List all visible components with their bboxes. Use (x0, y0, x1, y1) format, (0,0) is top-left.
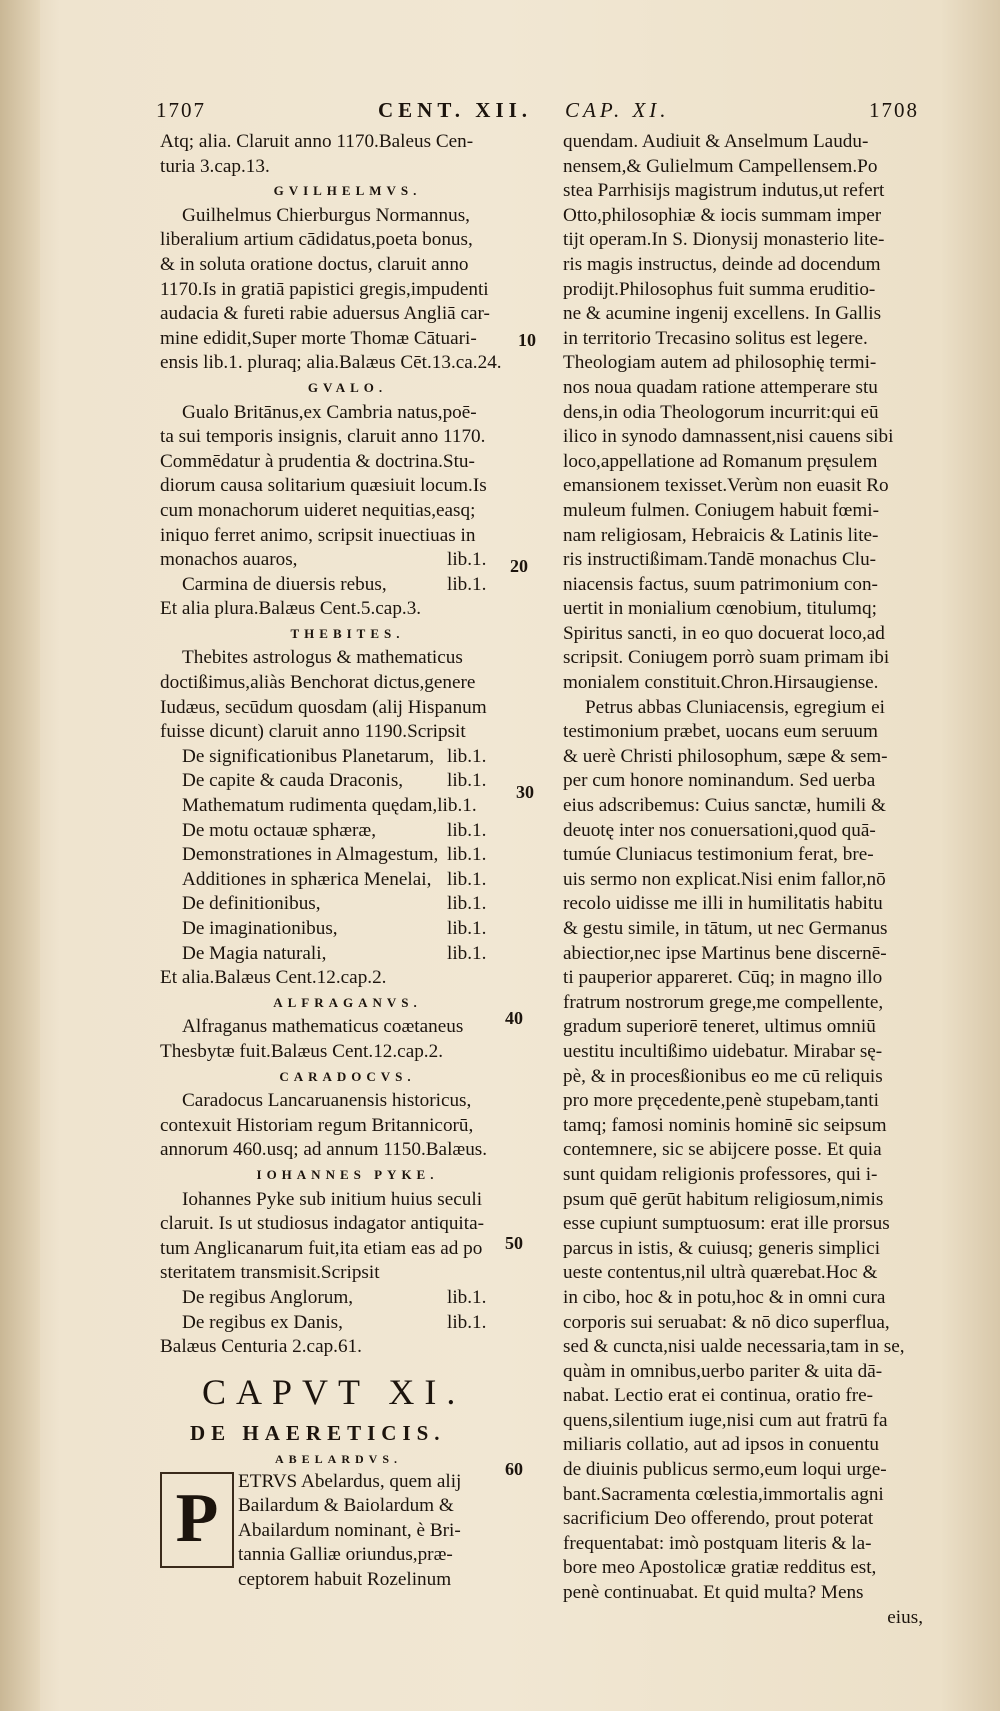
text-line: ta sui temporis insignis, claruit anno 1170. (160, 426, 486, 448)
text-line: uis sermo non explicat.Nisi enim fallor,nō (563, 868, 886, 890)
text-line: in cibo, hoc & in potu,hoc & in omni cura (563, 1286, 886, 1308)
text-line: Iohannes Pyke sub initium huius seculi (182, 1188, 483, 1210)
work-title: Carmina de diuersis rebus, (182, 573, 387, 595)
work-title: De imaginationibus, (182, 918, 338, 939)
work-title: De capite & cauda Draconis, (182, 770, 404, 792)
text-line: uertit in monialium cœnobium, titulumq; (563, 598, 877, 620)
text-line: tumúe Cluniacus testimonium ferat, bre- (563, 844, 874, 866)
work-title-line (160, 794, 535, 819)
page-gutter-shadow (0, 0, 40, 1711)
text-line: ilico in synodo damnassent,nisi cauens sibi (563, 426, 894, 448)
text-line: steritatem transmisit.Scripsit (160, 1262, 380, 1284)
book-count: lib.1. (447, 868, 487, 890)
catchword: eius, (887, 1606, 923, 1628)
text-line: Thesbytæ fuit.Balæus Cent.12.cap.2. (160, 1040, 443, 1062)
text-line: nam religiosam, Hebraicis & Latinis lite- (563, 524, 879, 546)
book-count: lib.1. (447, 1311, 487, 1333)
text-line: per cum honore nominandum. Sed uerba (563, 770, 876, 792)
work-title-line (160, 942, 535, 967)
work-title-line (160, 548, 535, 573)
work-title: monachos auaros, (160, 549, 298, 571)
text-line: niacensis factus, suum patrimonium con- (563, 573, 878, 595)
text-line: Commēdatur à prudentia & doctrina.Stu- (160, 450, 475, 472)
text-line: dens,in odia Theologorum incurrit:qui eū (563, 401, 879, 423)
work-title: De motu octauæ sphæræ, (182, 819, 376, 841)
text-line: bant.Sacramenta cœlestia,immortalis agni (563, 1483, 884, 1505)
text-line: Thebites astrologus & mathematicus (182, 647, 463, 669)
work-title: De definitionibus, (182, 893, 321, 915)
chapter-title: CAPVT XI. (202, 1371, 466, 1412)
page-header (150, 98, 925, 128)
work-title-line (160, 1286, 535, 1311)
text-line: fuisse dicunt) claruit anno 1190.Scripsit (160, 721, 466, 743)
line-number: 30 (516, 782, 534, 802)
text-line: ti pauperior appareret. Cūq; in magno illo (563, 967, 883, 989)
work-title: De regibus ex Danis, (182, 1311, 343, 1333)
book-count: lib.1. (447, 819, 487, 841)
section-heading: GVALO. (307, 379, 388, 395)
line-number: 20 (510, 556, 528, 576)
text-line: ensis lib.1. pluraq; alia.Balæus Cēt.13.ca.24. (160, 352, 502, 374)
text-line: nos noua quadam ratione attemperare stu (563, 376, 878, 398)
text-line: Abailardum nominant, è Bri- (238, 1519, 461, 1541)
section-heading: CARADOCVS. (279, 1068, 416, 1084)
work-title: De significationibus Planetarum, (182, 745, 435, 767)
text-line: in territorio Trecasino solitus est legere. (563, 327, 868, 349)
text-line: abiectior,nec ipse Martinus bene discernē- (563, 942, 887, 964)
text-line: frequentabat: imò postquam literis & la- (563, 1532, 872, 1554)
text-line: deuotę inter nos conuersationi,quod quā- (563, 819, 876, 841)
book-count: lib.1. (447, 918, 487, 939)
text-line: bore meo Apostolicæ gratiæ redditus est, (563, 1557, 877, 1579)
right-column (563, 130, 923, 1630)
text-line: diorum causa solitarium quæsiuit locum.Is (160, 475, 487, 497)
running-head-left: CENT. XII. (378, 98, 533, 122)
text-line: mine edidit,Super morte Thomæ Cātuari- (160, 327, 477, 349)
text-line: & in soluta oratione doctus, claruit anno (160, 253, 469, 275)
section-heading: ALFRAGANVS. (273, 994, 422, 1010)
text-line: Et alia.Balæus Cent.12.cap.2. (160, 967, 387, 989)
text-line: Bailardum & Baiolardum & (238, 1495, 454, 1517)
book-count: lib.1. (447, 942, 487, 964)
text-line: ueste contentus,nil ultrà quærebat.Hoc & (563, 1262, 878, 1284)
book-count: lib.1. (447, 770, 487, 792)
text-line: uestitu incultißimo uidebatur. Mirabar sę- (563, 1040, 883, 1062)
work-title: De Magia naturali, (182, 942, 327, 964)
page-number-left: 1707 (156, 98, 206, 122)
text-line: nensem,& Gulielmum Campellensem.Po (563, 155, 878, 177)
work-title-line (160, 917, 535, 942)
line-number: 50 (505, 1233, 523, 1253)
text-line: ris instructißimam.Tandē monachus Clu- (563, 549, 877, 571)
text-line: annorum 460.usq; ad annum 1150.Balæus. (160, 1139, 488, 1161)
work-title: De regibus Anglorum, (182, 1286, 354, 1308)
text-line: prodijt.Philosophus fuit summa eruditio- (563, 278, 876, 300)
text-line: ceptorem habuit Rozelinum (238, 1569, 452, 1591)
work-title-line (160, 868, 535, 893)
text-line: Otto,philosophiæ & iocis summam imper (563, 204, 882, 226)
text-line: eius adscribemus: Cuius sanctæ, humili & (563, 795, 886, 817)
page-number-right: 1708 (869, 98, 919, 122)
running-head-right: CAP. XI. (565, 98, 670, 122)
work-title-line (160, 1311, 535, 1336)
work-title-line (160, 573, 535, 598)
text-line: monialem constituit.Chron.Hirsaugiense. (563, 672, 879, 694)
text-line: Caradocus Lancaruanensis historicus, (182, 1090, 472, 1112)
text-line: emansionem texisset.Verùm non euasit Ro (563, 475, 889, 497)
left-column (160, 130, 535, 1593)
text-line: doctißimus,aliàs Benchorat dictus,genere (160, 672, 476, 694)
line-number: 60 (505, 1459, 523, 1479)
text-line: sed & cuncta,nisi ualde necessaria,tam in se, (563, 1336, 905, 1358)
text-line: contemnere, sic se abijcere posse. Et quia (563, 1139, 882, 1161)
text-line: audacia & fureti rabie aduersus Angliā car- (160, 303, 490, 325)
work-title: Demonstrationes in Almagestum, (182, 844, 439, 866)
text-line: 1170.Is in gratiā papistici gregis,impudenti (160, 278, 489, 300)
text-line: Spiritus sancti, in eo quo docuerat loco,ad (563, 622, 885, 644)
section-heading: GVILHELMVS. (273, 183, 422, 199)
text-line: corporis sui seruabat: & nō dico superflua, (563, 1311, 890, 1333)
text-line: miliaris collatio, aut ad ipsos in conuentu (563, 1434, 880, 1456)
text-line: contexuit Historiam regum Britannicorū, (160, 1114, 474, 1136)
text-line: ne & acumine ingenij excellens. In Gallis (563, 303, 882, 325)
decorated-initial: P (160, 1472, 234, 1568)
work-title-line (160, 745, 535, 770)
text-line: loco,appellatione ad Romanum pręsulem (563, 450, 878, 472)
text-line: ETRVS Abelardus, quem alij (238, 1470, 462, 1492)
text-line: Theologiam autem ad philosophię termi- (563, 352, 877, 374)
text-line: quens,silentium iuge,nisi cum aut fratrū fa (563, 1409, 888, 1431)
text-line: cum monachorum uideret nequitias,easq; (160, 499, 476, 521)
text-line: pè, & in procesßionibus eo me cū reliquis (563, 1065, 883, 1087)
book-count: lib.1. (447, 893, 487, 915)
work-title-line (160, 819, 535, 844)
text-line: turia 3.cap.13. (160, 155, 270, 177)
section-heading: ABELARDVS. (275, 1451, 403, 1466)
work-title-line (160, 769, 535, 794)
text-line: & gestu simile, in tātum, ut nec Germanus (563, 918, 888, 939)
text-line: quàm in omnibus,uerbo pariter & uita dā- (563, 1360, 883, 1382)
work-title: Mathematum rudimenta quędam,lib.1. (182, 795, 477, 817)
text-line: tannia Galliæ oriundus,præ- (238, 1544, 453, 1566)
text-line: psum quē gerūt habitum religiosum,nimis (563, 1188, 884, 1210)
text-line: fratrum nostrorum grege,me compellente, (563, 991, 884, 1013)
text-line: tum Anglicanarum fuit,ita etiam eas ad po (160, 1237, 483, 1259)
work-title: Additiones in sphærica Menelai, (182, 868, 432, 890)
text-line: Guilhelmus Chierburgus Normannus, (182, 204, 470, 226)
text-line: sunt quidam religionis professores, qui i- (563, 1163, 878, 1185)
text-line: claruit. Is ut studiosus indagator antiquita- (160, 1213, 484, 1235)
line-number: 10 (518, 330, 536, 350)
work-title-line (160, 843, 535, 868)
text-line: ris magis instructus, deinde ad docendum (563, 253, 881, 275)
text-line: stea Parrhisijs magistrum indutus,ut refert (563, 180, 885, 202)
abelardus-paragraph (160, 1470, 535, 1593)
work-title-line (160, 892, 535, 917)
section-heading: THEBITES. (290, 625, 405, 641)
text-line: recolo uidisse me illi in humilitatis habitu (563, 893, 883, 915)
text-line: penè continuabat. Et quid multa? Mens (563, 1582, 864, 1604)
text-line: Petrus abbas Cluniacensis, egregium ei (585, 696, 886, 718)
text-line: iniquo ferret animo, scripsit inuectiuas in (160, 524, 476, 546)
text-line: tijt operam.In S. Dionysij monasterio lite- (563, 229, 885, 251)
book-count: lib.1. (447, 745, 487, 767)
line-number: 40 (505, 1008, 523, 1028)
text-line: pro more pręcedente,penè stupebam,tanti (563, 1090, 879, 1112)
book-count: lib.1. (447, 573, 487, 595)
text-line: tamq; famosi nominis hominē sic seipsum (563, 1114, 887, 1136)
text-line: Alfraganus mathematicus coætaneus (182, 1016, 464, 1038)
text-line: nabat. Lectio erat ei continua, oratio fre- (563, 1385, 874, 1407)
text-line: Balæus Centuria 2.cap.61. (160, 1336, 362, 1358)
text-line: scripsit. Coniugem porrò suam primam ibi (563, 647, 890, 669)
text-line: quendam. Audiuit & Anselmum Laudu- (563, 131, 869, 152)
text-line: Iudæus, secūdum quosdam (alij Hispanum (160, 696, 487, 718)
book-count: lib.1. (447, 844, 487, 866)
text-line: liberalium artium cādidatus,poeta bonus, (160, 229, 473, 251)
text-line: Atq; alia. Claruit anno 1170.Baleus Cen- (160, 131, 474, 152)
text-line: de diuinis publicus sermo,eum loqui urge- (563, 1459, 887, 1481)
text-line: sacrificium Deo offerendo, prout poterat (563, 1508, 874, 1530)
text-line: esse cupiunt sumptuosum: erat ille prorsus (563, 1213, 890, 1235)
text-line: gradum superiorē teneret, ultimus omniū (563, 1016, 876, 1038)
text-line: Gualo Britānus,ex Cambria natus,poē- (182, 401, 477, 423)
book-count: lib.1. (447, 1286, 487, 1308)
text-line: testimonium præbet, uocans eum seruum (563, 721, 878, 743)
book-count: lib.1. (447, 549, 487, 571)
text-line: & uerè Christi philosophum, sæpe & sem- (563, 745, 888, 767)
text-line: muleum fulmen. Coniugem habuit fœmi- (563, 499, 880, 521)
chapter-subtitle: DE HAERETICIS. (190, 1420, 446, 1445)
section-heading: IOHANNES PYKE. (256, 1166, 439, 1182)
text-line: Et alia plura.Balæus Cent.5.cap.3. (160, 598, 422, 620)
text-line: parcus in istis, & cuiusq; generis simplici (563, 1237, 881, 1259)
